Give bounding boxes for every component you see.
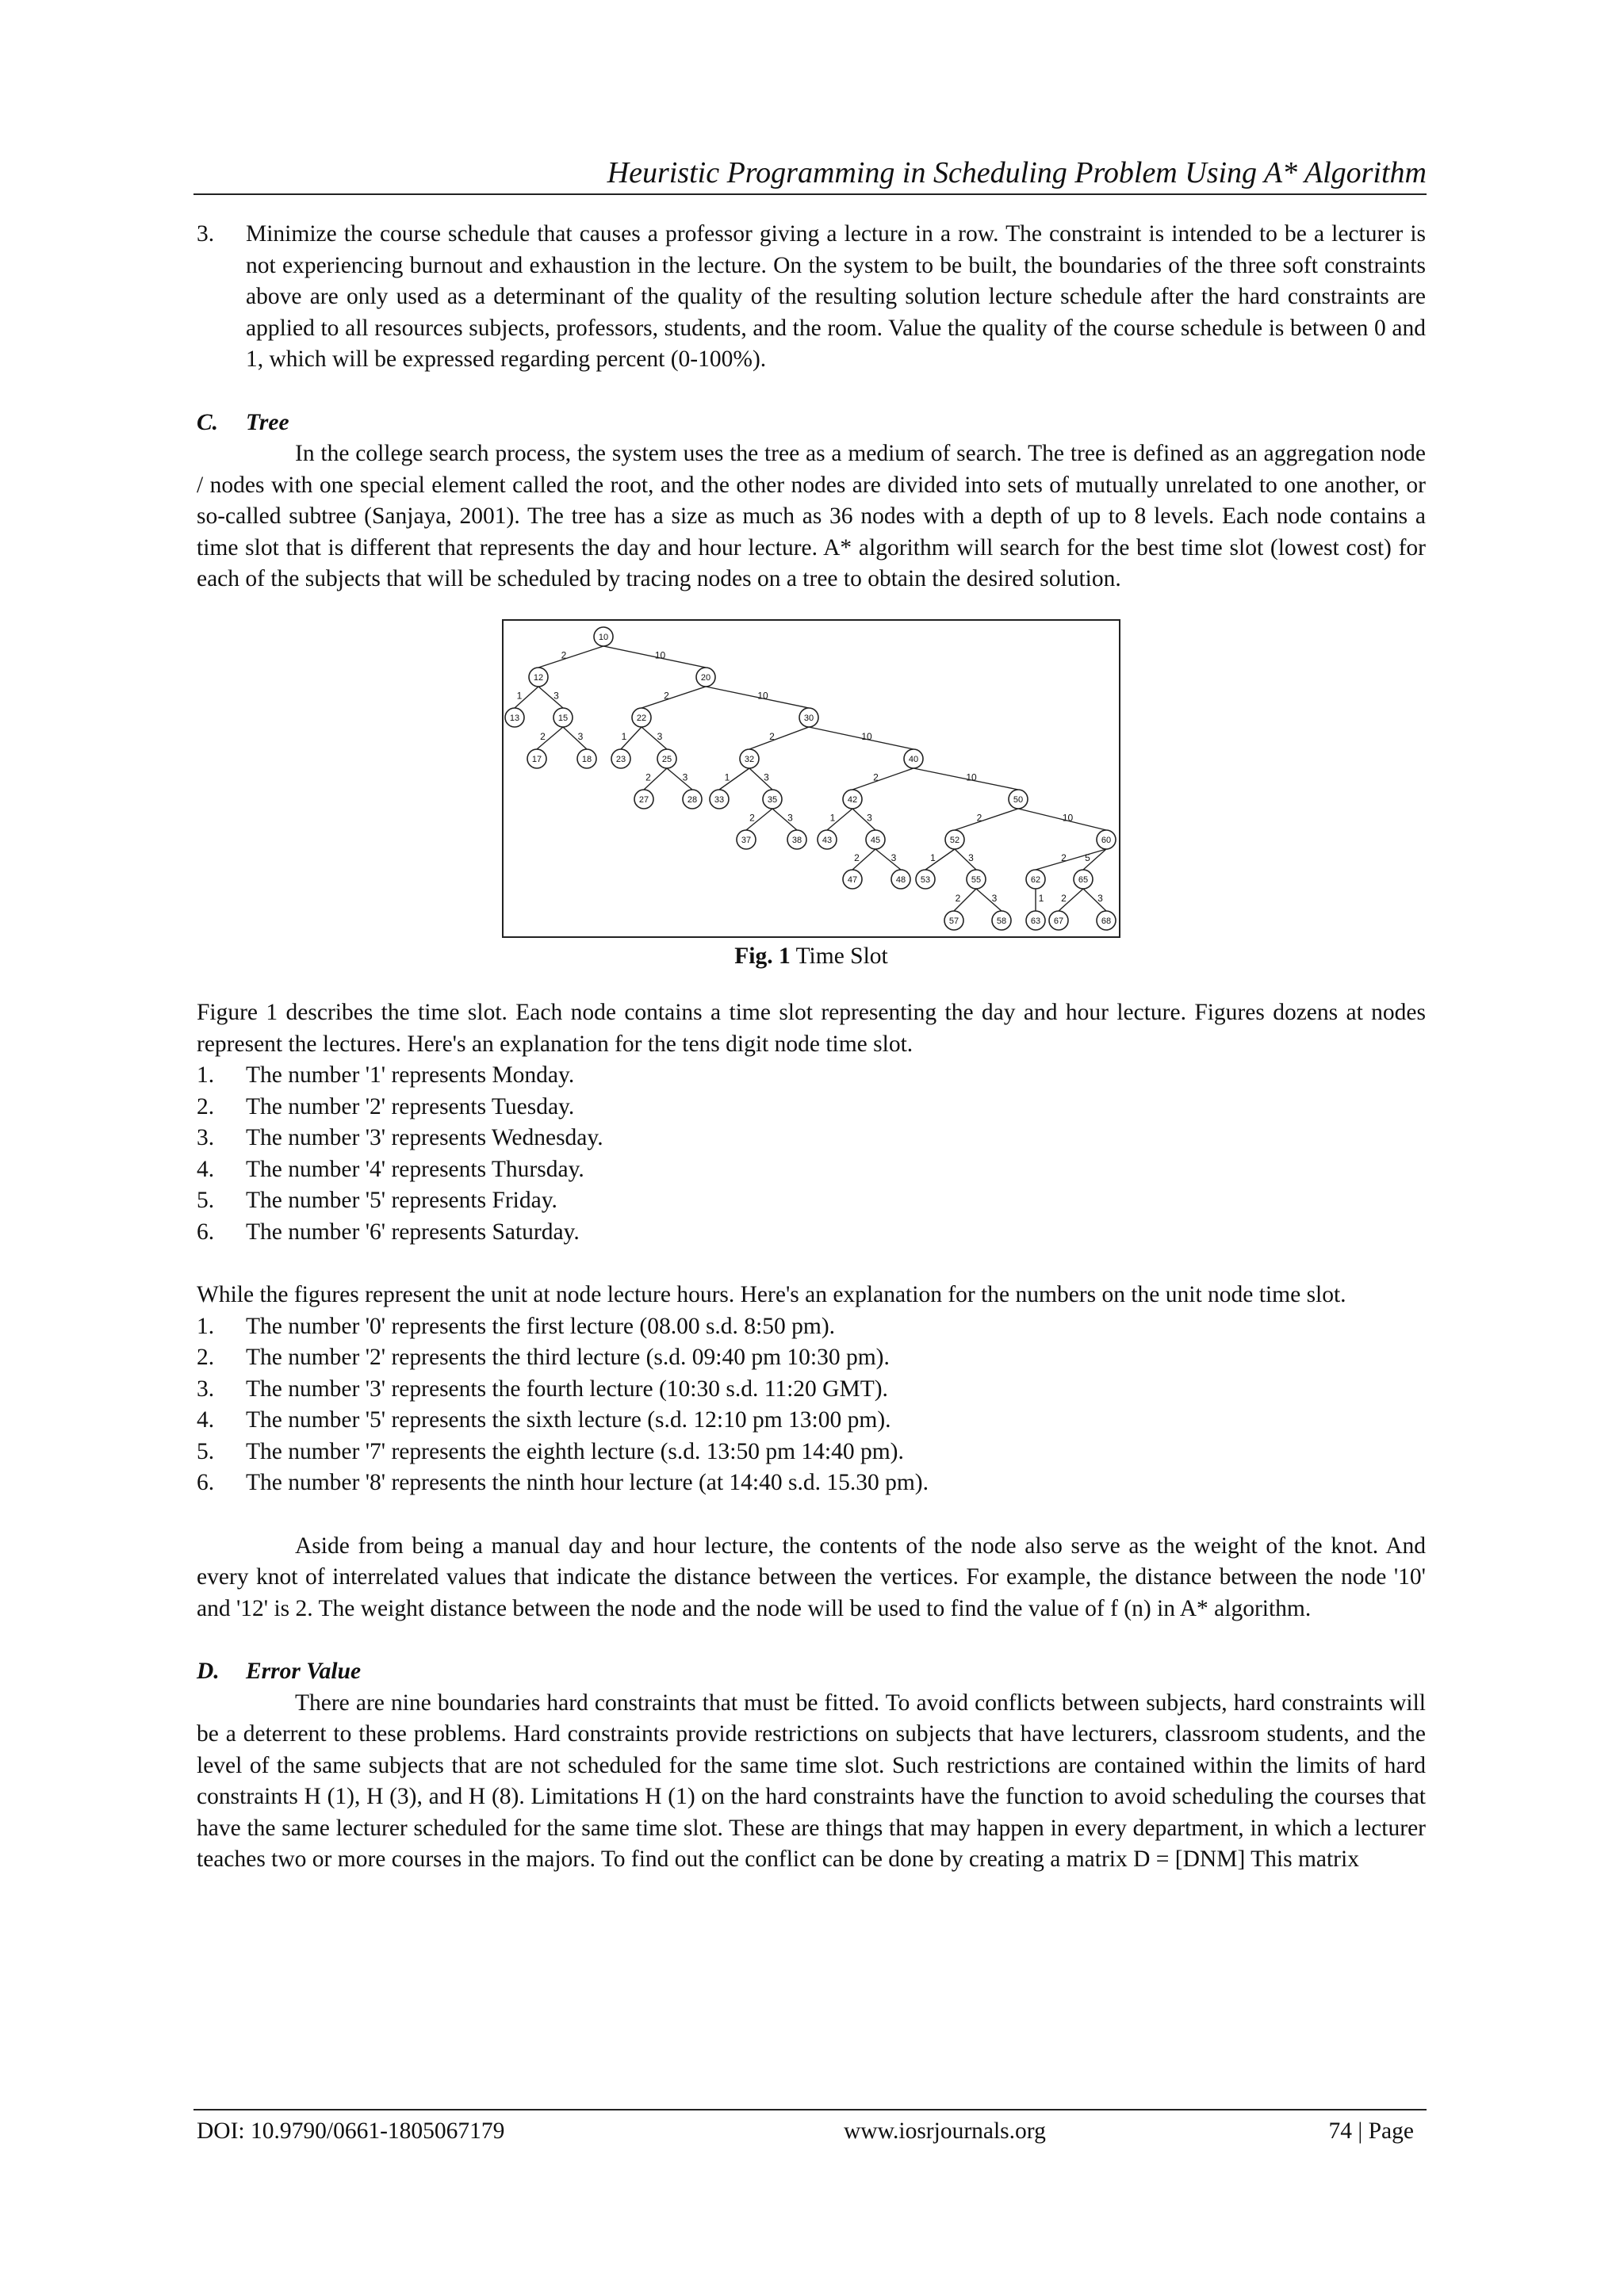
tree-node <box>1097 911 1116 930</box>
figure-label: Fig. 1 <box>734 943 791 969</box>
tree-node-label: 37 <box>741 835 752 845</box>
list-text: The number '5' represents Friday. <box>246 1188 557 1213</box>
list-number: 4. <box>197 1407 215 1433</box>
list-text: The number '0' represents the first lecture (08.00 s.d. 8:50 pm). <box>246 1313 836 1339</box>
list-number: 1. <box>197 1313 215 1339</box>
edge-weight-label: 2 <box>540 730 546 742</box>
footer-website: www.iosrjournals.org <box>844 2118 1046 2144</box>
tree-node-label: 62 <box>1030 874 1041 885</box>
edge-weight-label: 1 <box>724 771 730 783</box>
edge-weight-label: 1 <box>1038 892 1044 904</box>
section-letter: C. <box>197 409 219 435</box>
figure-caption <box>197 941 1426 973</box>
tree-node <box>945 830 964 849</box>
figure-caption-text: Time Slot <box>795 943 888 969</box>
list-number: 2. <box>197 1345 215 1370</box>
tree-node <box>763 790 782 809</box>
edge-weight-label: 1 <box>516 690 523 701</box>
edge-weight-label: 3 <box>968 851 974 863</box>
list-text: The number '3' represents Wednesday. <box>246 1125 603 1150</box>
tree-node <box>740 749 759 768</box>
tree-node-label: 52 <box>949 835 960 845</box>
tree-node <box>787 830 806 849</box>
list-item <box>197 219 1426 376</box>
list-number: 6. <box>197 1470 215 1495</box>
tree-node-label: 33 <box>714 794 725 805</box>
edge-weight-label: 2 <box>955 892 961 904</box>
edge-weight-label: 2 <box>769 730 775 742</box>
section-c-heading <box>197 408 1426 439</box>
tree-node <box>1026 870 1045 889</box>
tree-node-label: 40 <box>908 754 919 764</box>
tree-node <box>1097 830 1116 849</box>
edge-weight-label: 3 <box>991 892 998 904</box>
list-number: 5. <box>197 1438 215 1464</box>
edge-weight-label: 3 <box>657 730 663 742</box>
edge-weight-label: 3 <box>682 771 688 783</box>
tree-node <box>944 911 963 930</box>
tree-node-label: 28 <box>687 794 698 805</box>
footer-page-number: 74 | Page <box>1328 2118 1414 2144</box>
edge-weight-label: 3 <box>577 730 584 742</box>
tree-node <box>611 749 630 768</box>
tree-paragraph: In the college search process, the system uses the tree as a medium of search. The tree is defined as an aggregation node / nodes with one special element called the root, and the other nodes are divided into sets of mutually unrelated to one another, or so-called subtree (Sanjaya, 2001). The tree has a size as much as 36 nodes with a depth of up to 8 levels. Each node contains a time slot that is different that represents the day and hour lecture. A* algorithm will search for the best time slot (lowest cost) for each of the subjects that will be scheduled by tracing nodes on a tree to obtain the desired solution. <box>197 441 1426 591</box>
list-number: 6. <box>197 1219 215 1245</box>
edge-weight-label: 5 <box>1085 851 1090 863</box>
edge-weight-label: 3 <box>867 812 872 823</box>
edge-weight-label: 2 <box>976 812 982 823</box>
tree-node <box>843 790 862 809</box>
tree-node-label: 58 <box>996 916 1007 926</box>
tree-node <box>967 870 986 889</box>
list-number: 2. <box>197 1093 215 1119</box>
tree-node-label: 22 <box>636 713 647 723</box>
days-list <box>197 1060 1426 1248</box>
tree-node <box>1049 911 1068 930</box>
weight-paragraph: Aside from being a manual day and hour lecture, the contents of the node also serve as the weight of the knot. And every knot of interrelated values that indicate the distance between the vertices. For example, the distance between the node '10' and '12' is 2. The weight distance between the node and the node will be used to find the value of f (n) in A* algorithm. <box>197 1533 1426 1621</box>
tree-node-label: 27 <box>638 794 649 805</box>
edge-weight-label: 1 <box>621 730 627 742</box>
list-item <box>197 1092 1426 1123</box>
list-item <box>197 1311 1426 1343</box>
tree-node <box>737 830 756 849</box>
list-item <box>197 1405 1426 1437</box>
edge-weight-label: 3 <box>1097 892 1103 904</box>
list-number: 3. <box>197 1125 215 1150</box>
tree-node <box>657 749 676 768</box>
tree-node <box>710 790 729 809</box>
tree-node-label: 68 <box>1101 916 1112 926</box>
tree-node-label: 32 <box>744 754 755 764</box>
section-title: Tree <box>246 409 289 435</box>
edge-weight-label: 3 <box>764 771 769 783</box>
list-item <box>197 1060 1426 1092</box>
tree-node <box>916 870 935 889</box>
tree-node-label: 55 <box>971 874 982 885</box>
tree-node-label: 38 <box>791 835 802 845</box>
tree-node-label: 10 <box>598 632 609 642</box>
tree-node-label: 45 <box>870 835 881 845</box>
edge-weight-label: 3 <box>787 812 793 823</box>
list-number: 5. <box>197 1188 215 1213</box>
units-paragraph: While the figures represent the unit at node lecture hours. Here's an explanation for the numbers on the unit node time slot. <box>197 1282 1346 1307</box>
tree-node-label: 47 <box>847 874 858 885</box>
list-item <box>197 1342 1426 1374</box>
tree-node-label: 18 <box>581 754 592 764</box>
list-item <box>197 1123 1426 1154</box>
edge-weight-label: 2 <box>854 851 860 863</box>
list-item <box>197 1468 1426 1499</box>
tree-node <box>1074 870 1093 889</box>
edge-weight-label: 1 <box>829 812 836 823</box>
edge-weight-label: 10 <box>966 771 977 783</box>
tree-node-label: 23 <box>615 754 626 764</box>
list-item <box>197 1185 1426 1217</box>
edge-weight-label: 2 <box>1061 851 1067 863</box>
tree-node <box>843 870 862 889</box>
section-letter: D. <box>197 1659 220 1684</box>
tree-node-label: 13 <box>509 713 520 723</box>
edge-weight-label: 10 <box>861 730 872 742</box>
list-text: The number '1' represents Monday. <box>246 1062 575 1088</box>
edge-weight-label: 2 <box>873 771 879 783</box>
hours-list <box>197 1311 1426 1499</box>
footer-doi: DOI: 10.9790/0661-1805067179 <box>197 2118 505 2144</box>
tree-node-label: 63 <box>1030 916 1041 926</box>
tree-node <box>799 708 818 727</box>
tree-node <box>683 790 702 809</box>
page-footer <box>193 2109 1427 2144</box>
list-item <box>197 1217 1426 1249</box>
list-number: 1. <box>197 1062 215 1088</box>
tree-node-label: 50 <box>1013 794 1024 805</box>
list-item <box>197 1154 1426 1186</box>
tree-node <box>634 790 653 809</box>
tree-node <box>891 870 910 889</box>
tree-node-label: 60 <box>1101 835 1112 845</box>
tree-node-label: 43 <box>822 835 833 845</box>
tree-node <box>904 749 923 768</box>
tree-node <box>527 749 546 768</box>
section-d-heading <box>197 1656 1426 1688</box>
list-text: The number '2' represents Tuesday. <box>246 1093 575 1119</box>
list-text: The number '4' represents Thursday. <box>246 1156 584 1182</box>
edge-weight-label: 10 <box>757 690 768 701</box>
time-slot-tree-diagram <box>502 619 1120 938</box>
page-body <box>197 219 1426 1876</box>
tree-node <box>632 708 651 727</box>
figure-time-slot <box>197 619 1426 973</box>
edge-weight-label: 2 <box>1061 892 1067 904</box>
tree-node-label: 15 <box>557 713 569 723</box>
edge-weight-label: 10 <box>654 649 666 660</box>
list-number: 3. <box>197 221 215 247</box>
tree-node-label: 67 <box>1053 916 1064 926</box>
figure-description-paragraph: Figure 1 describes the time slot. Each node contains a time slot representing the day and hour lecture. Figures dozens at nodes represent the lectures. Here's an explanation for the tens digit node time slot. <box>197 1000 1426 1057</box>
edge-weight-label: 1 <box>930 851 936 863</box>
list-item <box>197 1437 1426 1468</box>
edge-weight-label: 2 <box>749 812 755 823</box>
list-text: Minimize the course schedule that causes a professor giving a lecture in a row. The constraint is intended to be a lecturer is not experiencing burnout and exhaustion in the lecture. On the system to be built, the boundaries of the three soft constraints above are only used as a determinant of the quality of the resulting solution lecture schedule after the hard constraints are applied to all resources subjects, professors, students, and the room. Value the quality of the course schedule is between 0 and 1, which will be expressed regarding percent (0-100%). <box>246 221 1426 372</box>
list-text: The number '2' represents the third lecture (s.d. 09:40 pm 10:30 pm). <box>246 1345 890 1370</box>
section-title: Error Value <box>246 1659 362 1684</box>
tree-node <box>529 668 548 687</box>
tree-node <box>696 668 715 687</box>
tree-node <box>553 708 573 727</box>
tree-node <box>866 830 885 849</box>
tree-node-label: 65 <box>1078 874 1089 885</box>
list-text: The number '6' represents Saturday. <box>246 1219 580 1245</box>
tree-node-label: 35 <box>767 794 778 805</box>
edge-weight-label: 3 <box>891 851 897 863</box>
tree-node-label: 20 <box>700 672 711 683</box>
edge-weight-label: 2 <box>664 690 669 701</box>
edge-weight-label: 3 <box>553 690 559 701</box>
tree-node-label: 17 <box>531 754 542 764</box>
tree-node-label: 30 <box>803 713 814 723</box>
tree-node <box>1026 911 1045 930</box>
list-number: 3. <box>197 1376 215 1402</box>
edge-weight-label: 2 <box>645 771 651 783</box>
tree-node-label: 48 <box>895 874 906 885</box>
edge-weight-label: 10 <box>1062 812 1074 823</box>
tree-node-label: 12 <box>533 672 544 683</box>
tree-node <box>992 911 1011 930</box>
tree-node <box>577 749 596 768</box>
error-value-paragraph: There are nine boundaries hard constraints that must be fitted. To avoid conflicts between subjects, hard constraints will be a deterrent to these problems. Hard constraints provide restrictions on subjects that have lecturers, classroom students, and the level of the same subjects that are not scheduled for the same time slot. Such restrictions are contained within the limits of hard constraints H (1), H (3), and H (8). Limitations H (1) on the hard constraints have the function to avoid scheduling the courses that have the same lecturer scheduled for the same time slot. These are things that may happen in every department, in which a lecturer teaches two or more courses in the majors. To find out the conflict can be done by creating a matrix D = [DNM] This matrix <box>197 1689 1426 1872</box>
tree-node-label: 42 <box>847 794 858 805</box>
tree-node <box>505 708 524 727</box>
tree-node-label: 53 <box>920 874 931 885</box>
tree-node <box>594 627 613 646</box>
list-text: The number '8' represents the ninth hour lecture (at 14:40 s.d. 15.30 pm). <box>246 1470 929 1495</box>
soft-constraints-list <box>197 219 1426 376</box>
edge-weight-label: 2 <box>561 649 567 660</box>
list-text: The number '5' represents the sixth lecture (s.d. 12:10 pm 13:00 pm). <box>246 1407 891 1433</box>
list-text: The number '3' represents the fourth lecture (10:30 s.d. 11:20 GMT). <box>246 1376 888 1402</box>
list-text: The number '7' represents the eighth lecture (s.d. 13:50 pm 14:40 pm). <box>246 1438 904 1464</box>
running-header <box>193 151 1427 195</box>
tree-node-label: 57 <box>948 916 959 926</box>
tree-node <box>1009 790 1028 809</box>
list-number: 4. <box>197 1156 215 1182</box>
journal-running-title: Heuristic Programming in Scheduling Problem Using A* Algorithm <box>607 156 1427 189</box>
tree-node <box>818 830 837 849</box>
figure-frame <box>503 620 1120 937</box>
list-item <box>197 1374 1426 1406</box>
tree-node-label: 25 <box>661 754 672 764</box>
